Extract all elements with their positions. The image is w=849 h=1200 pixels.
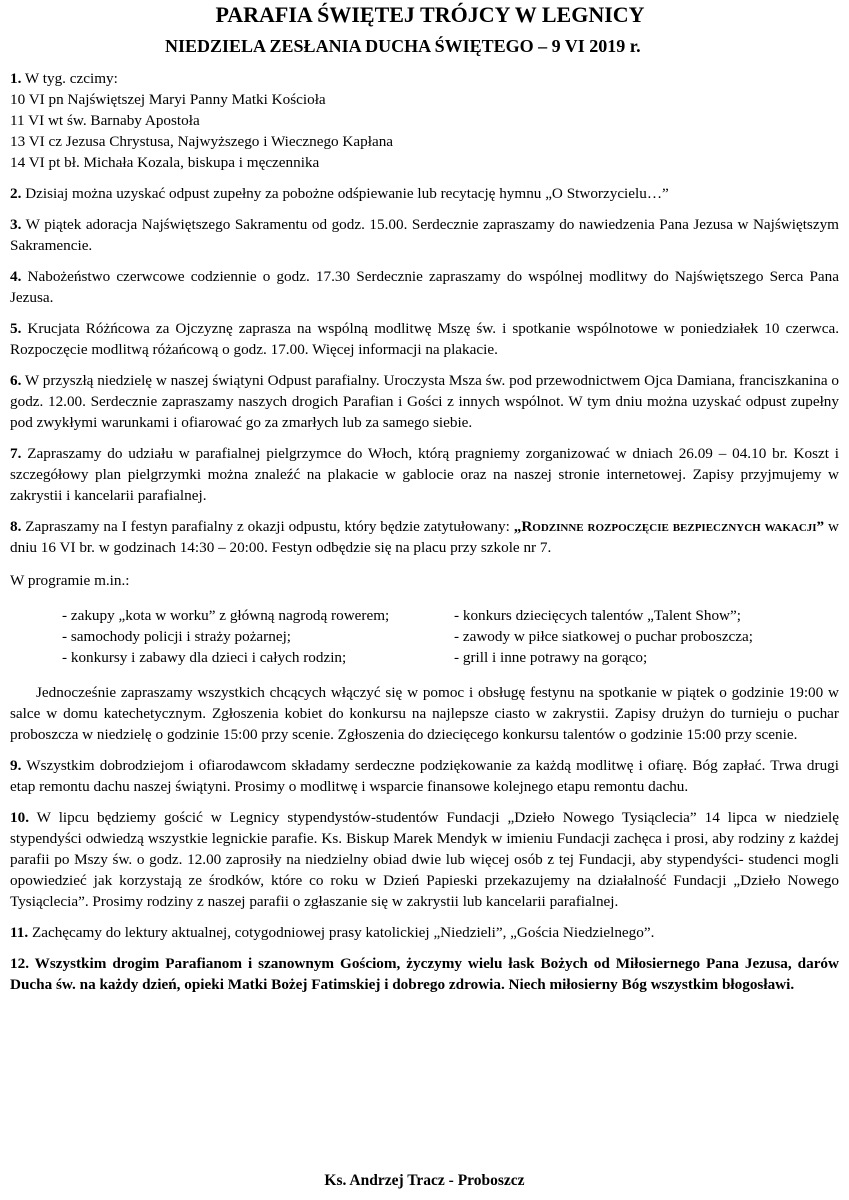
item-text: w dniu 16 VI br. w godzinach 14:30 – 20:00. Festyn odbędzie się na placu przy szkole nr 7.: [10, 518, 839, 556]
announcement-1: [10, 68, 839, 173]
announcement-10: [10, 807, 839, 912]
item-number: 5.: [10, 320, 22, 337]
announcement-7: [10, 443, 839, 506]
signature: Ks. Andrzej Tracz - Proboszcz: [324, 1172, 525, 1189]
item-text: Krucjata Różńcowa za Ojczyznę zaprasza na wspólną modlitwę Mszę św. i spotkanie wspólnotowe w poniedziałek 10 czerwca. Rozpoczęcie modlitwą różańcową o godz. 17.00. Więcej informacji na plakacie.: [10, 320, 839, 358]
announcement-3: [10, 214, 839, 256]
item-text: W piątek adoracja Najświętszego Sakramentu od godz. 15.00. Serdecznie zapraszamy do nawiedzenia Pana Jezusa w Najświętszym Sakramencie.: [10, 216, 839, 254]
program-item: - grill i inne potrawy na gorąco;: [454, 649, 648, 666]
announcement-6: [10, 370, 839, 433]
calendar-line: 13 VI cz Jezusa Chrystusa, Najwyższego i Wiecznego Kapłana: [10, 133, 394, 150]
item-number: 2.: [10, 185, 22, 202]
item-text: Nabożeństwo czerwcowe codziennie o godz. 17.30 Serdecznie zapraszamy do wspólnej modlitwy do Najświętszego Serca Pana Jezusa.: [10, 268, 839, 306]
announcement-5: [10, 318, 839, 360]
item-text: Zapraszamy na I festyn parafialny z okazji odpustu, który będzie zatytułowany:: [21, 518, 514, 535]
item-text: Dzisiaj można uzyskać odpust zupełny za pobożne odśpiewanie lub recytację hymnu „O Stworzycielu…”: [21, 185, 669, 202]
item-text: Zachęcamy do lektury aktualnej, cotygodniowej prasy katolickiej „Niedzieli”, „Gościa Niedzielnego”.: [28, 924, 655, 941]
announcement-4: [10, 266, 839, 308]
item-number: 10.: [10, 809, 29, 826]
item-number: 1.: [10, 70, 22, 87]
announcement-2: [10, 183, 839, 204]
announcement-11: [10, 922, 839, 943]
item-text: Wszystkim dobrodziejom i ofiarodawcom składamy serdeczne podziękowanie za każdą modlitwę i ofiarę. Bóg zapłać. Trwa drugi etap remontu dachu naszej świątyni. Prosimy o modlitwę i wsparcie finansowe kolejnego etapu remontu dachu.: [10, 757, 839, 795]
item-number: 7.: [10, 445, 22, 462]
page-subtitle: NIEDZIELA ZESŁANIA DUCHA ŚWIĘTEGO – 9 VI 2019 r.: [165, 36, 641, 56]
calendar-line: 14 VI pt bł. Michała Kozala, biskupa i męczennika: [10, 154, 320, 171]
item-number: 11.: [10, 924, 29, 941]
item-number: 8.: [10, 518, 22, 535]
item-text: W lipcu będziemy gościć w Legnicy stypendystów-studentów Fundacji „Dzieło Nowego Tysiąclecia” 14 lipca w niedzielę stypendyści odwiedzą wszystkie legnickie parafie. Ks. Biskup Marek Mendyk w imieniu Fundacji zachęca i prosi, aby rodziny z każdej parafii po Mszy św. o godz. 12.00 zaprosiły na niedzielny obiad dwie lub więcej osób z tej Fundacji, aby stypendyści- studenci mogli opowiedzieć jak korzystają ze środków, które co roku w Dzień Papieski przekazujemy na działalność Fundacji „Dzieło Nowego Tysiąclecia”. Prosimy rodziny z naszej parafii o zgłaszanie się w zakrystii lub kancelarii parafialnej.: [10, 809, 839, 910]
program-item: - konkursy i zabawy dla dzieci i całych rodzin;: [62, 649, 347, 666]
announcement-9: [10, 755, 839, 797]
program-label: W programie m.in.:: [10, 572, 130, 589]
item-number: 4.: [10, 268, 22, 285]
item-text: W przyszłą niedzielę w naszej świątyni Odpust parafialny. Uroczysta Msza św. pod przewodnictwem Ojca Damiana, franciszkanina o godz. 12.00. Serdecznie zapraszamy naszych drogich Parafian i Gości z innych wspólnot. W tym dniu można uzyskać odpust zupełny pod zwykłymi warunkami i ofiarować go za zmarłych lub za samego siebie.: [10, 372, 839, 431]
page-title: PARAFIA ŚWIĘTEJ TRÓJCY W LEGNICY: [215, 2, 645, 27]
program-item: - zakupy „kota w worku” z główną nagrodą rowerem;: [62, 607, 390, 624]
announcement-8: [10, 516, 839, 745]
announcements: [10, 68, 839, 995]
festyn-name: „Rodzinne rozpoczęcie bezpiecznych wakacji”: [513, 518, 825, 535]
program-item: - zawody w piłce siatkowej o puchar proboszcza;: [454, 628, 753, 645]
item-number: 9.: [10, 757, 22, 774]
calendar-line: 11 VI wt św. Barnaby Apostoła: [10, 112, 200, 129]
item-number: 3.: [10, 216, 22, 233]
program-item: - samochody policji i straży pożarnej;: [62, 628, 292, 645]
announcement-12: 12. Wszystkim drogim Parafianom i szanownym Gościom, życzymy wielu łask Bożych od Miłosiernego Pana Jezusa, darów Ducha św. na każdy dzień, opieki Matki Bożej Fatimskiej i dobrego zdrowia. Niech miłosierny Bóg wszystkim błogosławi.: [10, 955, 839, 993]
festyn-extra: Jednocześnie zapraszamy wszystkich chcących włączyć się w pomoc i obsługę festynu na spotkanie w piątek o godzinie 19:00 w salce w domu katechetycznym. Zgłoszenia kobiet do konkursu na najlepsze ciasto w zakrystii. Zapisy drużyn do turnieju o puchar proboszcza w niedzielę o godzinie 15:00 przy scenie. Zgłoszenia do dziecięcego konkursu talentów o godzinie 15:00 przy scenie.: [10, 684, 839, 743]
program-list: [10, 605, 839, 668]
program-item: - konkurs dziecięcych talentów „Talent Show”;: [454, 607, 741, 624]
item-number: 6.: [10, 372, 22, 389]
item-text: Zapraszamy do udziału w parafialnej pielgrzymce do Włoch, którą pragniemy zorganizować w dniach 26.09 – 04.10 br. Koszt i szczegółowy plan pielgrzymki można znaleźć na plakacie w gablocie oraz na naszej stronie internetowej. Zapisy przyjmujemy w zakrystii i kancelarii parafialnej.: [10, 445, 839, 504]
calendar-line: 10 VI pn Najświętszej Maryi Panny Matki Kościoła: [10, 91, 326, 108]
item-intro: W tyg. czcimy:: [21, 70, 118, 87]
